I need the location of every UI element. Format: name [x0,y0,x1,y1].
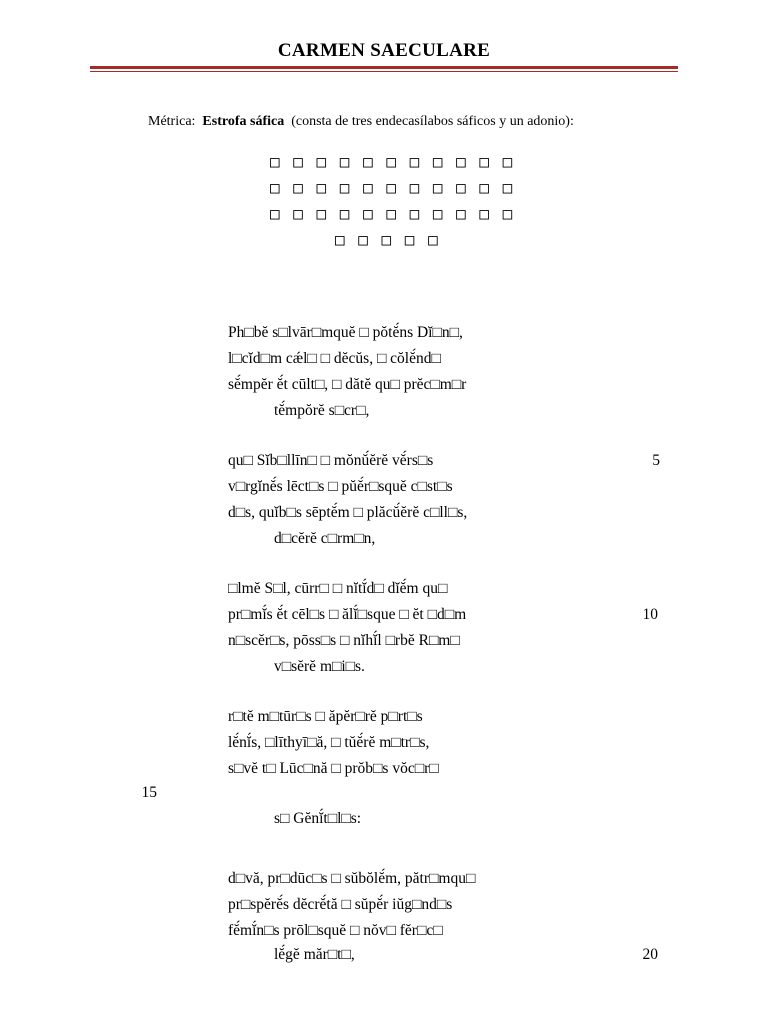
verse-line: v□rgĭnĕ́s lēct□s □ pŭĕ́r□squĕ c□st□s [228,478,453,495]
verse-line: sĕ́mpĕr ĕ́t cūlt□, □ dătĕ qu□ prĕc□m□r [228,376,467,393]
verse-line: pr□mĭ́s ĕ́t cēl□s □ ălĭ́□sque □ ĕt □d□m [228,606,467,623]
verse-line: l□cĭd□m cǽl□ □ dĕcŭs, □ cŏlĕ́nd□ [228,350,441,367]
scheme-row: □ □ □ □ □ □ □ □ □ □ □ [270,178,515,197]
scheme-row-adonic: □ □ □ □ □ [335,230,440,249]
metrics-meter: Estrofa sáfica [202,114,285,129]
title-underline-thick [90,66,678,69]
verse-line-adonic: s□ Gĕnĭ́t□l□s: [274,810,362,827]
line-number: 20 [642,946,658,963]
verse-line: fĕ́mĭ́n□s prōl□squĕ □ nŏv□ fĕr□c□ [228,922,443,939]
title-underline-thin [90,71,678,72]
line-number: 15 [141,784,157,801]
scheme-row: □ □ □ □ □ □ □ □ □ □ □ [270,152,515,171]
verse-line-adonic: tĕ́mpŏrĕ s□cr□, [274,402,370,419]
metrics-description [148,114,574,130]
verse-line-adonic: d□cĕrĕ c□rm□n, [274,530,376,547]
scheme-row: □ □ □ □ □ □ □ □ □ □ □ [270,204,515,223]
line-number: 5 [652,452,660,469]
verse-line: n□scĕr□s, pōss□s □ nĭhĭ́l □rbĕ R□m□ [228,632,460,649]
metrics-text: (consta de tres endecasílabos sáficos y un adonio): [291,114,574,129]
verse-line: □lmĕ S□l, cūrr□ □ nĭtĭ́d□ dĭĕ́m qu□ [228,580,448,597]
verse-line: r□tĕ m□tūr□s □ ăpĕr□rĕ p□rt□s [228,708,423,725]
verse-line: pr□spĕrĕ́s dĕcrĕ́tă □ sŭpĕ́r iŭg□nd□s [228,896,453,913]
metrics-prefix: Métrica: [148,114,196,129]
line-number: 10 [642,606,658,623]
verse-line-adonic: lĕ́gĕ măr□t□, [274,946,355,963]
verse-line: qu□ Sĭb□llīn□ □ mŏnŭ́ĕrĕ vĕ́rs□s [228,452,434,469]
verse-line-adonic: v□sĕrĕ m□i□s. [274,658,365,675]
verse-line: d□s, quĭb□s sēptĕ́m □ plăcŭ́ĕrĕ c□ll□s, [228,504,468,521]
verse-line: lĕ́nĭ́s, □līthyī□ă, □ tŭĕ́rĕ m□tr□s, [228,734,430,751]
page-title: CARMEN SAECULARE [277,40,491,61]
verse-line: Ph□bĕ s□lvār□mquĕ □ pŏtĕ́ns Dĭ□n□, [228,324,463,341]
verse-line: s□vĕ t□ Lūc□nă □ prŏb□s vŏc□r□ [228,760,439,777]
verse-line: d□vă, pr□dūc□s □ sŭbŏlĕ́m, pătr□mqu□ [228,870,476,887]
